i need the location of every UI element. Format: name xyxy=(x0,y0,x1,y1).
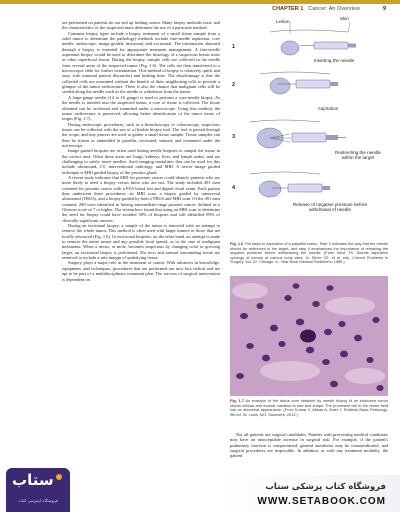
running-head xyxy=(272,6,386,12)
step-3-illustration xyxy=(250,120,346,148)
figure-1-6 xyxy=(230,14,390,240)
figure-1-6-caption xyxy=(230,242,388,265)
step-2-illustration xyxy=(260,72,338,94)
top-rule xyxy=(0,0,400,4)
paragraph: A large-gauge needle (14 to 16 gauge) is used to perform a core-needle biopsy. As the needle is inserted into the suspected tumor, a core of tissue is collected. The tissue obtained can be sectioned and examined under a microscope. Using this method, the tumor architecture is preserved, allowing better identification of the tumor tissue of origin (Fig. 1.7). xyxy=(62,94,220,122)
label-skin: Skin xyxy=(340,16,349,21)
chapter-label: CHAPTER 1 xyxy=(272,6,304,12)
abnormal-cell xyxy=(300,330,316,343)
left-text-column xyxy=(62,20,220,490)
paragraph: are performed on patients do not end up finding cancer. Many biopsy methods exist, and the characteristics of the suspected mass determine the use of a particular method. xyxy=(62,20,220,31)
paragraph: During endoscopic procedures, such as a bronchoscopy or colonoscopy, suspicious tissue can be collected with the use of a flexible biopsy tool. The tool is passed through the scope, and tiny pincers are used to gather a small tissue sample. Tissue samples can then be frozen or embedded in paraffin, sectioned, stained, and examined under the microscope. xyxy=(62,121,220,148)
store-logo xyxy=(6,468,70,512)
paragraph: Surgery plays a major role in the treatment of cancer. With advances in knowledge, equipment, and techniques, procedures that are performed are now less radical and are apt to be part of a multidisciplinary treatment plan. The success of surgical intervention is dependent on xyxy=(62,260,220,282)
label-aspiration: Aspiration xyxy=(317,106,339,111)
label-lesion: Lesion xyxy=(276,19,290,24)
caption-text: An example of the tissue core obtained by needle biopsy of an endocrine tumor shows cellular and nuclear variation in size and shape. The prominent cell in the center field has an abnormal appearance. (From Kumar V, Abbas A, Aster J. Robbins Basic Pathology. 9th ed. St. Louis, MO: Saunders; 2013.) xyxy=(230,399,388,417)
label-inserting: Inserting the needle xyxy=(313,58,355,63)
right-column xyxy=(230,14,390,492)
shop-title: فروشگاه کتاب پزشکی ستاب xyxy=(265,482,386,492)
step-1-illustration xyxy=(270,22,356,55)
step-number: 4 xyxy=(232,185,236,191)
paragraph: During an incisional biopsy, a sample of the tumor is removed with no attempt to remove the whole tumor. This method is often used with larger tumors or those that are locally advanced (Fig. 1.8). In excisional biopsies, on the other hand, an attempt is made to remove the entire tumor and any possible local spread, as in the case of malignant melanoma. When a nevus, or mole, becomes suspicious by changing color or growing larger, an excisional biopsy is performed. The nevi and normal surrounding tissue are removed to include a safe margin of underlying tissue. xyxy=(62,223,220,261)
step-number: 3 xyxy=(232,134,236,140)
figure-id: Fig. 1.7 xyxy=(230,399,244,403)
micrograph-illustration xyxy=(230,276,388,396)
paragraph: Common biopsy types include a biopsy treatment of a small tissue sample from a solid tumor to determine the pathology) methods include fine-needle aspiration, core needle, endoscopic, image guided, incisional, and excisional. The information obtained through a biopsy is essential for appropriate treatment management. A fine-needle aspiration biopsy would be used to determine the histology of a suspicious breast mass or other superficial lesion. During the biopsy, sample cells are collected in the needle from several areas of the suspected tumor (Fig. 1.6). The cells are then transferred to a microscopic slide for further examination. This method of biopsy is relatively quick and easy, with minimal patient discomfort and healing time. The disadvantage is that the collected cells are examined without the benefit of their neighboring cells to provide a glimpse of the tumor architecture. There is also the chance that malignant cells will be seeded along the needle track as the needle is withdrawn from the tumor. xyxy=(62,30,220,95)
paragraph: Image guided biopsies are often used during needle biopsies to sample the tissue in the correct area. Often these areas are lungs, kidneys, liver, and lymph nodes, and are challenging to safely insert needles. Such imaging modalities that can be used for this include ultrasound, CT, interventional radiology, and MRI. A newer image guided technique is MRI guided biopsy of the prostate gland. xyxy=(62,148,220,175)
logo-text: ستاب xyxy=(12,471,54,489)
step-number: 2 xyxy=(232,82,236,88)
figure-id: Fig. 1.6 xyxy=(230,242,244,246)
caption-text: The steps in aspiration of a palpable lesion. Step 3 indicates the way that the needle should be redirected in the target, and step 4 emphasizes the importance of releasing the negative pressure before withdrawing the needle. (From Kline TS. Needle aspiration cytology of tumors at various body sites. In: Silver CE, et al, eds. Current Problems in Surgery. Vol. 22. Chicago, IL: Year Book Medical Publishers; 1985.) xyxy=(230,242,389,265)
paragraph: A recent study indicates that MRI for prostate cancer could identify patients who are more likely to need a biopsy versus those who are not. The study included 491 men screened for prostate cancer with a PSA blood test and digital rectal exam. Each patient then underwent three procedures: an MRI scan, a biopsy guided by transrectal ultrasound (TRUS), and a biopsy guided by both a TRUS and MRI scan. Of the 491 men scanned, 289 were identified as having intermediate-stage prostate cancer, defined as a Gleason score of 7 or higher. The researchers found that using an MRI scan to determine the need for biopsy could have avoided 38% of biopsies and still identified 89% of clinically significant cancers. xyxy=(62,174,220,223)
step-4-illustration xyxy=(250,172,330,197)
right-text-body xyxy=(230,432,388,459)
paragraph: Not all patients are surgical candidates. Patients with preexisting medical conditions may have an unacceptable increase in surgical risk. For example, if the patient's pulmonary function is compromised, general anesthesia may be contraindicated, and surgical procedures are impossible. In addition, as with any treatment modality, the patient xyxy=(230,432,388,459)
step-number: 1 xyxy=(232,44,236,50)
logo-dot-icon xyxy=(56,474,62,480)
label-redirecting: Redirecting the needle within the target xyxy=(335,150,381,160)
logo-tagline: فروشگاه اینترنتی کتاب xyxy=(18,498,58,503)
chapter-title: Cancer: An Overview xyxy=(308,6,360,12)
micrograph-image xyxy=(230,276,388,396)
figure-1-7-caption xyxy=(230,399,388,417)
page-number: 9 xyxy=(382,6,386,12)
label-release: Release of negative pressure before withdrawal of needle xyxy=(292,202,368,212)
shop-url-link[interactable]: WWW.SETABOOK.COM xyxy=(257,496,386,507)
